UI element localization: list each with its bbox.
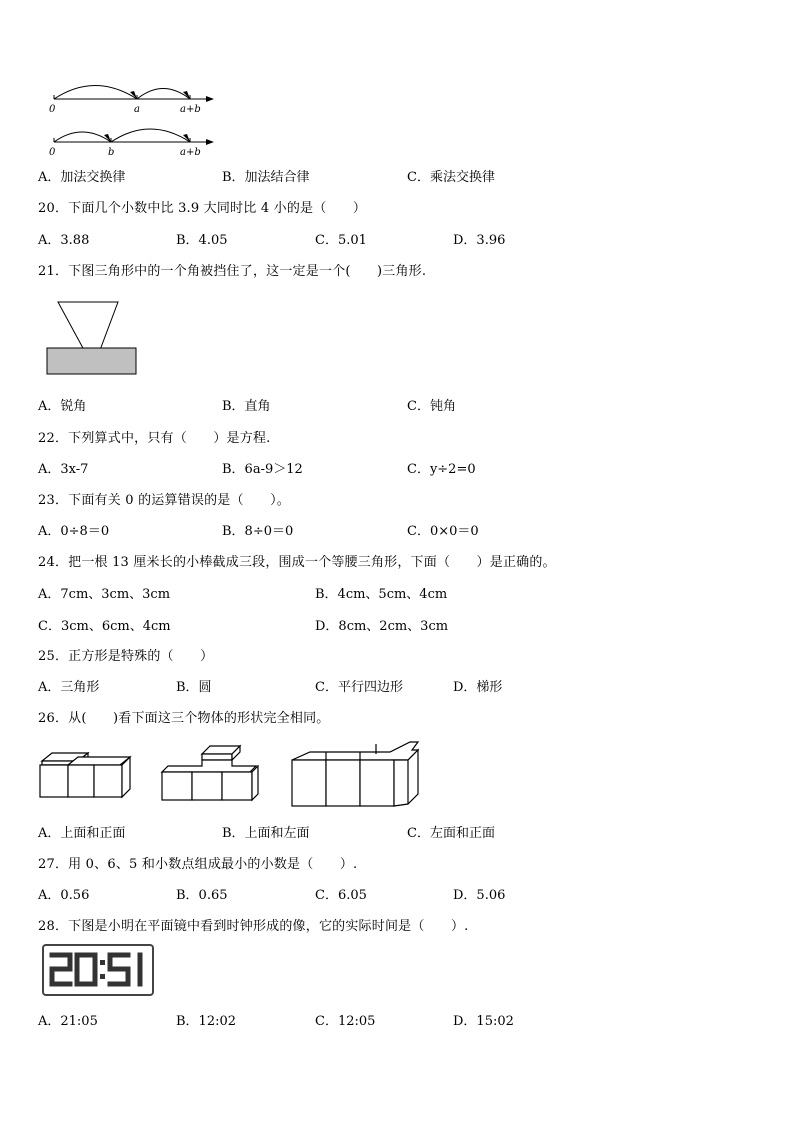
- q28-question: 28．下图是小明在平面镜中看到时钟形成的像，它的实际时间是（ ）.: [38, 919, 469, 934]
- q21-question: 21．下图三角形中的一个角被挡住了，这一定是一个( )三角形.: [38, 264, 427, 279]
- cube-object-2: [158, 742, 264, 804]
- q24-option-b[interactable]: B．4cm、5cm、4cm: [315, 587, 448, 602]
- q23-question: 23．下面有关 0 的运算错误的是（ ）。: [38, 493, 290, 508]
- q26-option-b[interactable]: B．上面和左面: [222, 826, 310, 841]
- q28-option-a[interactable]: A．21:05: [38, 1014, 98, 1029]
- q22-option-b[interactable]: B．6a-9＞12: [222, 462, 303, 477]
- q23-option-a[interactable]: A．0÷8＝0: [38, 524, 110, 539]
- q24-option-d[interactable]: D．8cm、2cm、3cm: [315, 619, 449, 634]
- q28-option-c[interactable]: C．12:05: [315, 1014, 376, 1029]
- q19-option-a[interactable]: A．加法交换律: [38, 170, 126, 185]
- label-a-plus-b: a+b: [180, 104, 201, 115]
- number-line-diagram-2: [40, 122, 220, 162]
- q27-question: 27．用 0、6、5 和小数点组成最小的小数是（ ）.: [38, 857, 358, 872]
- q26-question: 26．从( )看下面这三个物体的形状完全相同。: [38, 711, 330, 726]
- q24-question: 24．把一根 13 厘米长的小棒截成三段，围成一个等腰三角形，下面（ ）是正确的。: [38, 555, 556, 570]
- q25-option-b[interactable]: B．圆: [176, 680, 212, 695]
- clock-digits: [44, 946, 152, 994]
- label-b: b: [108, 147, 115, 158]
- q27-option-b[interactable]: B．0.65: [176, 888, 228, 903]
- q20-option-c[interactable]: C．5.01: [315, 233, 367, 248]
- q24-option-a[interactable]: A．7cm、3cm、3cm: [38, 587, 171, 602]
- q26-option-a[interactable]: A．上面和正面: [38, 826, 126, 841]
- q25-question: 25．正方形是特殊的（ ）: [38, 649, 214, 664]
- cube-object-1: [38, 745, 134, 803]
- hidden-angle-triangle-figure: [44, 298, 140, 378]
- q20-option-a[interactable]: A．3.88: [38, 233, 90, 248]
- q26-option-c[interactable]: C．左面和正面: [407, 826, 495, 841]
- number-line-diagram-1: [40, 76, 220, 116]
- cube-object-3: [290, 740, 424, 810]
- q21-option-b[interactable]: B．直角: [222, 399, 271, 414]
- q25-option-c[interactable]: C．平行四边形: [315, 680, 403, 695]
- q27-option-c[interactable]: C．6.05: [315, 888, 367, 903]
- q24-option-c[interactable]: C．3cm、6cm、4cm: [38, 619, 171, 634]
- q25-option-a[interactable]: A．三角形: [38, 680, 100, 695]
- label-a-plus-b: a+b: [180, 147, 201, 158]
- label-zero: 0: [49, 147, 56, 158]
- q28-option-b[interactable]: B．12:02: [176, 1014, 237, 1029]
- q20-option-d[interactable]: D．3.96: [453, 233, 506, 248]
- q20-option-b[interactable]: B．4.05: [176, 233, 228, 248]
- q28-option-d[interactable]: D．15:02: [453, 1014, 514, 1029]
- q27-option-a[interactable]: A．0.56: [38, 888, 90, 903]
- label-a: a: [134, 104, 140, 115]
- q23-option-c[interactable]: C．0×0＝0: [407, 524, 479, 539]
- q23-option-b[interactable]: B．8÷0＝0: [222, 524, 294, 539]
- q19-option-c[interactable]: C．乘法交换律: [407, 170, 495, 185]
- q22-question: 22．下列算式中，只有（ ）是方程.: [38, 431, 271, 446]
- q25-option-d[interactable]: D．梯形: [453, 680, 503, 695]
- label-zero: 0: [49, 104, 56, 115]
- q27-option-d[interactable]: D．5.06: [453, 888, 506, 903]
- digital-clock-mirror-image: [42, 944, 154, 996]
- q22-option-c[interactable]: C．y÷2=0: [407, 462, 476, 477]
- q21-option-a[interactable]: A．锐角: [38, 399, 87, 414]
- q22-option-a[interactable]: A．3x-7: [38, 462, 89, 477]
- q21-option-c[interactable]: C．钝角: [407, 399, 456, 414]
- q20-question: 20．下面几个小数中比 3.9 大同时比 4 小的是（ ）: [38, 201, 367, 216]
- q19-option-b[interactable]: B．加法结合律: [222, 170, 310, 185]
